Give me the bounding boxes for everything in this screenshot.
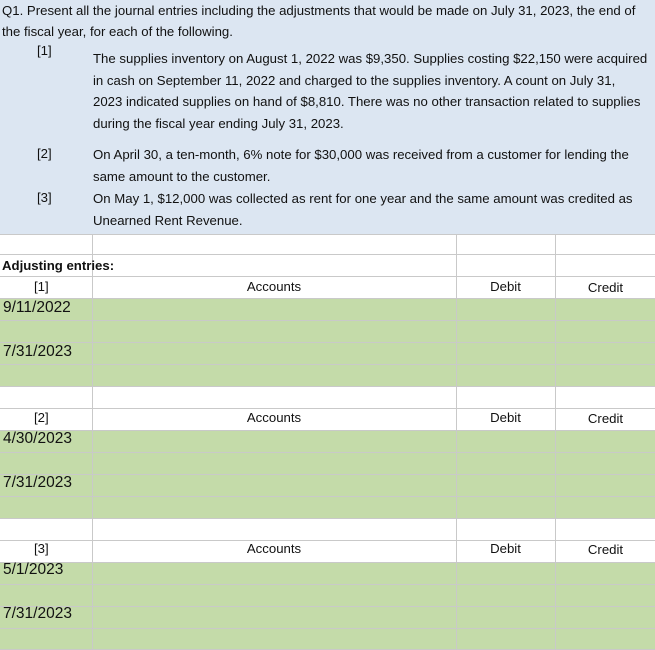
- item-2-number: [2]: [37, 146, 52, 161]
- grid-line: [92, 234, 93, 649]
- entry-cell[interactable]: [556, 563, 655, 584]
- grid-line: [0, 496, 655, 497]
- entry-cell[interactable]: [556, 321, 655, 342]
- grid-line: [0, 518, 655, 519]
- section-3-date-1: 5/1/2023: [3, 561, 64, 578]
- entry-cell[interactable]: [556, 299, 655, 320]
- entry-cell[interactable]: [93, 563, 456, 584]
- section-1-number: [1]: [34, 279, 49, 294]
- entry-cell[interactable]: [457, 497, 555, 518]
- entry-cell[interactable]: [93, 629, 456, 649]
- entry-cell[interactable]: [457, 563, 555, 584]
- entry-cell[interactable]: [457, 299, 555, 320]
- entry-cell[interactable]: [457, 365, 555, 386]
- entry-cell[interactable]: [93, 343, 456, 364]
- item-3-text: On May 1, $12,000 was collected as rent for one year and the same amount was credited as Unearned Rent Revenue.: [93, 191, 633, 228]
- entry-cell[interactable]: [556, 453, 655, 474]
- entry-cell[interactable]: [556, 629, 655, 649]
- entry-cell[interactable]: [457, 607, 555, 628]
- entry-cell[interactable]: [93, 453, 456, 474]
- entry-cell[interactable]: [556, 431, 655, 452]
- section-2-credit-header: Credit: [587, 411, 624, 426]
- item-2-text: On April 30, a ten-month, 6% note for $30,000 was received from a customer for lending the same amount to the customer.: [93, 147, 629, 184]
- section-2-date-2: 7/31/2023: [3, 474, 72, 491]
- date-cell[interactable]: [0, 453, 92, 474]
- date-cell[interactable]: [0, 585, 92, 606]
- grid-line: [0, 606, 655, 607]
- entry-cell[interactable]: [556, 607, 655, 628]
- grid-line: [0, 562, 655, 563]
- grid-line: [0, 234, 655, 235]
- question-text: Q1. Present all the journal entries including the adjustments that would be made on July 31, 2023, the end of the fiscal year, for each of the following.: [2, 3, 636, 39]
- entry-cell[interactable]: [556, 475, 655, 496]
- section-3-accounts-header: Accounts: [246, 541, 302, 556]
- entry-cell[interactable]: [93, 299, 456, 320]
- section-3-credit-header: Credit: [587, 542, 624, 557]
- item-1-text: The supplies inventory on August 1, 2022 was $9,350. Supplies costing $22,150 were acquired in cash on September 11, 2022 and charged to the supplies inventory. A count on July 31, 2023 indicated supplies on hand of $8,810. There was no other transaction related to supplies during the fiscal year ending July 31, 2023.: [93, 51, 648, 131]
- section-2-debit-header: Debit: [490, 410, 521, 425]
- grid-line: [555, 234, 556, 649]
- grid-line: [0, 386, 655, 387]
- entry-cell[interactable]: [93, 585, 456, 606]
- entry-cell[interactable]: [93, 321, 456, 342]
- entry-cell[interactable]: [457, 475, 555, 496]
- grid-line: [0, 254, 655, 255]
- entry-cell[interactable]: [457, 629, 555, 649]
- entry-cell[interactable]: [457, 431, 555, 452]
- grid-line: [0, 408, 655, 409]
- grid-line: [456, 234, 457, 649]
- grid-line: [0, 342, 655, 343]
- section-3-debit-header: Debit: [490, 541, 521, 556]
- entry-cell[interactable]: [93, 431, 456, 452]
- grid-line: [0, 320, 655, 321]
- entry-cell[interactable]: [457, 343, 555, 364]
- grid-line: [0, 364, 655, 365]
- section-1-debit-header: Debit: [490, 279, 521, 294]
- section-2-number: [2]: [34, 410, 49, 425]
- entry-cell[interactable]: [556, 343, 655, 364]
- item-3-number: [3]: [37, 190, 52, 205]
- section-1-accounts-header: Accounts: [246, 279, 302, 294]
- grid-line: [0, 628, 655, 629]
- entry-cell[interactable]: [556, 497, 655, 518]
- entry-cell[interactable]: [457, 453, 555, 474]
- date-cell[interactable]: [0, 497, 92, 518]
- entry-cell[interactable]: [93, 497, 456, 518]
- section-1-date-1: 9/11/2022: [3, 299, 71, 316]
- date-cell[interactable]: [0, 629, 92, 649]
- adjusting-title: Adjusting entries:: [2, 258, 115, 273]
- section-1-date-2: 7/31/2023: [3, 343, 72, 360]
- entry-cell[interactable]: [556, 365, 655, 386]
- section-3-date-2: 7/31/2023: [3, 605, 72, 622]
- entry-cell[interactable]: [93, 607, 456, 628]
- entry-cell[interactable]: [556, 585, 655, 606]
- grid-line: [0, 452, 655, 453]
- section-2-date-1: 4/30/2023: [3, 430, 72, 447]
- entry-cell[interactable]: [457, 585, 555, 606]
- entry-cell[interactable]: [93, 365, 456, 386]
- date-cell[interactable]: [0, 321, 92, 342]
- entry-cell[interactable]: [93, 475, 456, 496]
- date-cell[interactable]: [0, 365, 92, 386]
- grid-line: [0, 276, 655, 277]
- grid-line: [0, 430, 655, 431]
- grid-line: [0, 298, 655, 299]
- section-3-number: [3]: [34, 541, 49, 556]
- section-1-credit-header: Credit: [587, 280, 624, 295]
- entry-cell[interactable]: [457, 321, 555, 342]
- item-1-number: [1]: [37, 43, 52, 58]
- grid-line: [0, 474, 655, 475]
- grid-line: [0, 584, 655, 585]
- section-2-accounts-header: Accounts: [246, 410, 302, 425]
